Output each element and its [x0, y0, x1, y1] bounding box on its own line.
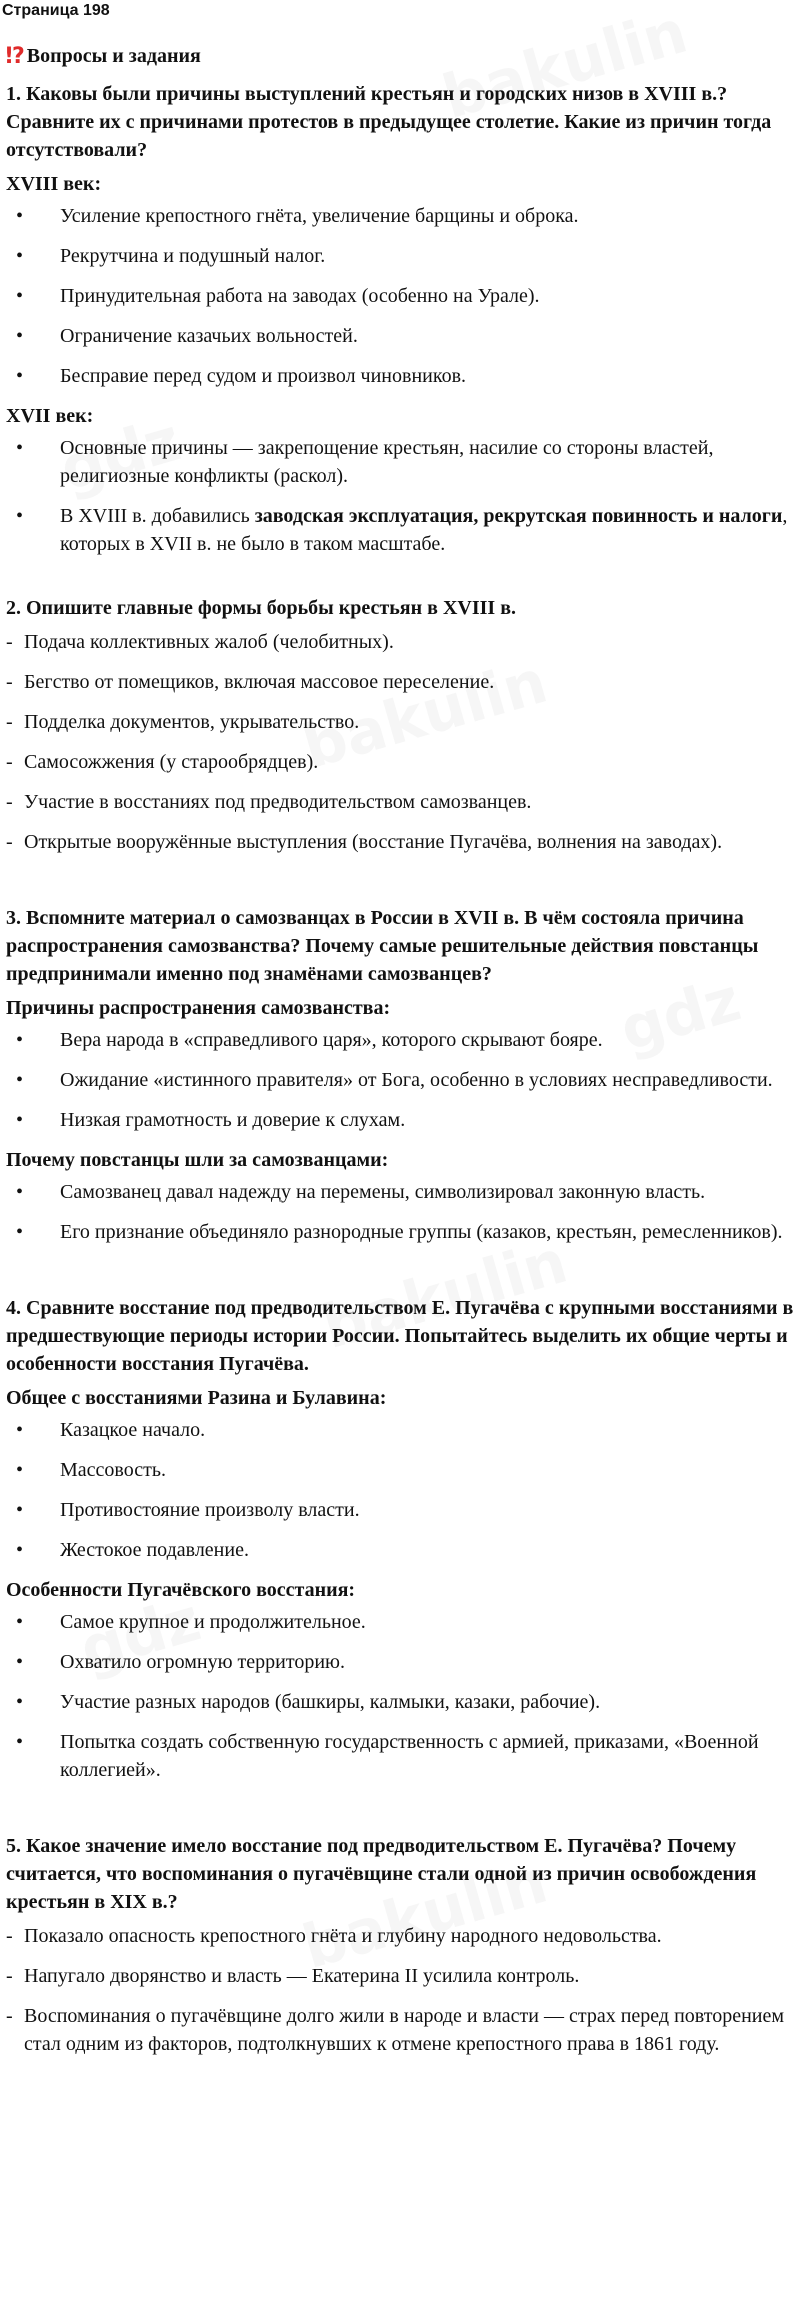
list-item: • Его признание объединяло разнородные группы (казаков, крестьян, ремесленников). — [6, 1218, 796, 1246]
list-item: • Низкая грамотность и доверие к слухам. — [6, 1106, 796, 1134]
list-item: - Открытые вооружённые выступления (восстание Пугачёва, волнения на заводах). — [6, 828, 796, 856]
question-2-title: 2. Опишите главные формы борьбы крестьян в XVIII в. — [6, 597, 516, 619]
question-4-title: 4. Сравните восстание под предводительством Е. Пугачёва с крупными восстаниями в предшествующие периоды истории России. Попытайтесь выделить их общие черты и особенности восстания Пугачёва. — [6, 1297, 794, 1375]
list-item: • Бесправие перед судом и произвол чиновников. — [6, 362, 796, 390]
section-title: Вопросы и задания — [26, 45, 201, 67]
list-item-bold-text: заводская эксплуатация, рекрутская повинность и налоги — [254, 505, 783, 527]
list-item: • Вера народа в «справедливого царя», которого скрывают бояре. — [6, 1026, 796, 1054]
list-item: - Самосожжения (у старообрядцев). — [6, 748, 796, 776]
page-number: Страница 198 — [2, 2, 110, 19]
q5-list — [6, 1922, 796, 2058]
content — [6, 80, 796, 2070]
q4-subheading-features: Особенности Пугачёвского восстания: — [6, 1579, 356, 1601]
list-item-text: В XVIII в. добавились — [60, 505, 255, 527]
list-item: • Жестокое подавление. — [6, 1536, 796, 1564]
q1-subheading-17th: XVII век: — [6, 405, 94, 427]
list-item: • Усиление крепостного гнёта, увеличение барщины и оброка. — [6, 202, 796, 230]
section-header — [4, 44, 201, 69]
list-item: • Принудительная работа на заводах (особенно на Урале). — [6, 282, 796, 310]
list-item: • Массовость. — [6, 1456, 796, 1484]
list-item: • Противостояние произволу власти. — [6, 1496, 796, 1524]
q1-list-18th — [6, 202, 796, 390]
list-item: - Участие в восстаниях под предводительством самозванцев. — [6, 788, 796, 816]
list-item: - Бегство от помещиков, включая массовое переселение. — [6, 668, 796, 696]
double-exclamation-question-icon: !? — [4, 44, 23, 69]
list-item: - Напугало дворянство и власть — Екатерина II усилила контроль. — [6, 1962, 796, 1990]
list-item: - Воспоминания о пугачёвщине долго жили в народе и власти — страх перед повторением стал одним из факторов, подтолкнувших к отмене крепостного права в 1861 году. — [6, 2002, 796, 2058]
list-item: • Участие разных народов (башкиры, калмыки, казаки, рабочие). — [6, 1688, 796, 1716]
question-3-title: 3. Вспомните материал о самозванцах в России в XVII в. В чём состояла причина распространения самозванства? Почему самые решительные действия повстанцы предпринимали именно под знамёнами самозванцев? — [6, 907, 759, 985]
q3-list-why — [6, 1178, 796, 1246]
q1-subheading-18th: XVIII век: — [6, 173, 102, 195]
q4-list-features — [6, 1608, 796, 1784]
list-item — [6, 502, 796, 558]
q3-subheading-why: Почему повстанцы шли за самозванцами: — [6, 1149, 389, 1171]
list-item: • Самозванец давал надежду на перемены, символизировал законную власть. — [6, 1178, 796, 1206]
q3-subheading-reasons: Причины распространения самозванства: — [6, 997, 391, 1019]
list-item: • Основные причины — закрепощение крестьян, насилие со стороны властей, религиозные конфликты (раскол). — [6, 434, 796, 490]
list-item: - Показало опасность крепостного гнёта и глубину народного недовольства. — [6, 1922, 796, 1950]
list-item: • Охватило огромную территорию. — [6, 1648, 796, 1676]
list-item: - Подделка документов, укрывательство. — [6, 708, 796, 736]
list-item: • Ожидание «истинного правителя» от Бога, особенно в условиях несправедливости. — [6, 1066, 796, 1094]
q4-list-common — [6, 1416, 796, 1564]
q3-list-reasons — [6, 1026, 796, 1134]
q1-list-17th — [6, 434, 796, 558]
list-item: • Ограничение казачьих вольностей. — [6, 322, 796, 350]
list-item: • Рекрутчина и подушный налог. — [6, 242, 796, 270]
list-item: - Подача коллективных жалоб (челобитных). — [6, 628, 796, 656]
list-item: • Казацкое начало. — [6, 1416, 796, 1444]
q2-list — [6, 628, 796, 856]
question-1-title: 1. Каковы были причины выступлений крестьян и городских низов в XVIII в.? Сравните их с причинами протестов в предыдущее столетие. Какие из причин тогда отсутствовали? — [6, 83, 772, 161]
list-item: • Попытка создать собственную государственность с армией, приказами, «Военной коллегией». — [6, 1728, 796, 1784]
list-item-text: , которых в XVII в. не было в таком масштабе. — [60, 505, 788, 555]
question-5-title: 5. Какое значение имело восстание под предводительством Е. Пугачёва? Почему считается, что воспоминания о пугачёвщине стали одной из причин освобождения крестьян в XIX в.? — [6, 1835, 757, 1913]
list-item: • Самое крупное и продолжительное. — [6, 1608, 796, 1636]
q4-subheading-common: Общее с восстаниями Разина и Булавина: — [6, 1387, 387, 1409]
